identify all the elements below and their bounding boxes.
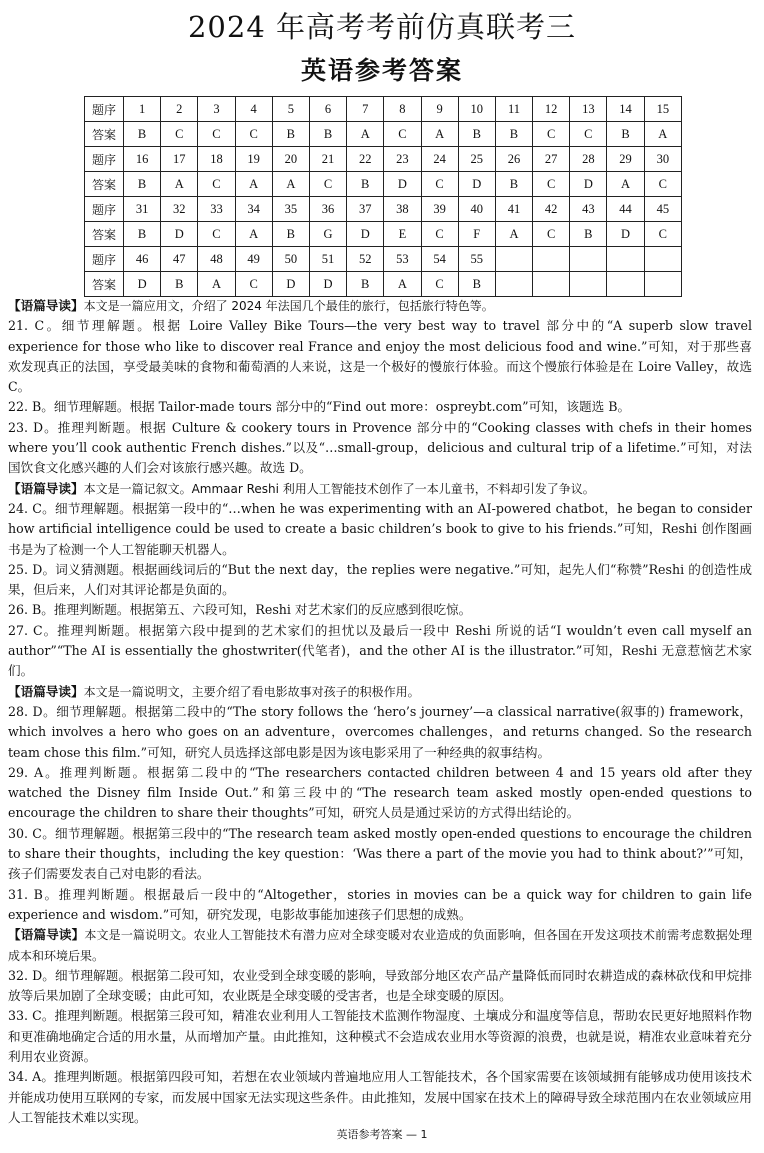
answer-explanation: 30. C。细节理解题。根据第三段中的“The research team asked mostly open-ended questions to encourage the children to share their thoughts，including the key question：‘Was there a part of the movie you had to think about?’”可知，孩子们需要发表自己对电影的看法。 [8, 825, 752, 882]
question-number-cell: 42 [533, 197, 570, 222]
passage-guide [8, 479, 752, 499]
answer-letter-cell: C [198, 172, 235, 197]
answer-explanations [8, 296, 752, 1128]
question-number-cell: 15 [644, 97, 681, 122]
answer-letter-cell: C [421, 172, 458, 197]
question-number-cell: 26 [495, 147, 532, 172]
question-number-cell [570, 247, 607, 272]
answer-explanation: 25. D。词义猜测题。根据画线词后的“But the next day，the replies were negative.”可知，起先人们“称赞”Reshi 的创造性成果，但后来，人们对其评论都是负面的。 [8, 561, 752, 598]
answer-explanation: 33. C。推理判断题。根据第三段可知，精准农业利用人工智能技术监测作物湿度、土壤成分和温度等信息，帮助农民更好地照料作物和更准确地确定合适的用水量，从而增加产量。由此推知，这种模式不会造成农业用水等资源的浪费，也就是说，精准农业意味着充分利用农业资源。 [8, 1008, 752, 1064]
question-number-cell: 28 [570, 147, 607, 172]
answer-letter-cell: C [384, 122, 421, 147]
question-number-cell: 31 [124, 197, 161, 222]
answer-letter-cell: B [607, 122, 644, 147]
passage-guide [8, 296, 752, 316]
question-number-cell: 14 [607, 97, 644, 122]
question-number-cell: 11 [495, 97, 532, 122]
answer-letter-cell [607, 272, 644, 297]
answer-explanation: 27. C。推理判断题。根据第六段中提到的艺术家们的担忧以及最后一段中 Reshi 所说的话“I wouldn’t even call myself an author”“The AI is essentially the ghostwriter(代笔者)，and the other AI is the illustrator.”可知，Reshi 无意惹恼艺术家们。 [8, 622, 752, 679]
answer-letter-cell: D [384, 172, 421, 197]
question-number-cell: 18 [198, 147, 235, 172]
answer-letter-cell: B [272, 222, 309, 247]
question-number-cell: 10 [458, 97, 495, 122]
answer-letter-cell: B [347, 172, 384, 197]
answer-letter-cell: C [235, 272, 272, 297]
answer-letter-cell: B [124, 172, 161, 197]
passage-guide-label: 【语篇导读】 [8, 480, 84, 496]
answer-letter-cell [533, 272, 570, 297]
question-number-cell: 55 [458, 247, 495, 272]
answer-letter-cell: C [644, 222, 681, 247]
answer-letter-cell: D [570, 172, 607, 197]
answer-letter-cell: A [161, 172, 198, 197]
answer-letter-cell: B [309, 122, 346, 147]
question-number-cell: 4 [235, 97, 272, 122]
answer-letter-cell: C [533, 122, 570, 147]
answer-letter-cell: C [421, 222, 458, 247]
answer-letter-cell: A [198, 272, 235, 297]
question-number-row [85, 247, 682, 272]
answer-letter-cell: E [384, 222, 421, 247]
question-number-cell: 35 [272, 197, 309, 222]
answer-letter-cell: C [421, 272, 458, 297]
row-label-answer: 答案 [85, 122, 124, 147]
answer-letter-cell: B [161, 272, 198, 297]
question-number-cell: 44 [607, 197, 644, 222]
answer-explanation: 22. B。细节理解题。根据 Tailor-made tours 部分中的“Find out more：ospreybt.com”可知，该题选 B。 [8, 399, 631, 415]
answer-letter-cell: C [198, 222, 235, 247]
question-number-cell: 16 [124, 147, 161, 172]
page-footer: 英语参考答案 — 1 [336, 1128, 428, 1141]
answer-letter-cell: A [235, 222, 272, 247]
row-label-question: 题序 [85, 97, 124, 122]
question-number-cell: 32 [161, 197, 198, 222]
passage-guide-label: 【语篇导读】 [8, 683, 84, 699]
answer-letter-cell: A [384, 272, 421, 297]
question-number-row [85, 197, 682, 222]
question-number-cell: 8 [384, 97, 421, 122]
answer-letter-cell: B [495, 122, 532, 147]
answer-letter-cell: D [347, 222, 384, 247]
answer-letter-cell: D [309, 272, 346, 297]
question-number-cell: 12 [533, 97, 570, 122]
question-number-cell: 41 [495, 197, 532, 222]
answer-letter-cell: B [124, 122, 161, 147]
page-title: 2024 年高考考前仿真联考三 [187, 10, 577, 44]
answer-letter-cell: B [347, 272, 384, 297]
question-number-cell: 53 [384, 247, 421, 272]
answer-letter-cell: F [458, 222, 495, 247]
answer-letter-cell: C [533, 172, 570, 197]
answer-letter-cell: B [495, 172, 532, 197]
answer-explanation: 26. B。推理判断题。根据第五、六段可知，Reshi 对艺术家们的反应感到很吃惊。 [8, 602, 472, 618]
answer-row [85, 172, 682, 197]
answer-letter-cell: A [347, 122, 384, 147]
row-label-question: 题序 [85, 197, 124, 222]
row-label-answer: 答案 [85, 172, 124, 197]
question-number-cell: 54 [421, 247, 458, 272]
answer-letter-cell: D [161, 222, 198, 247]
answer-letter-cell: A [235, 172, 272, 197]
answer-letter-cell: A [607, 172, 644, 197]
question-number-cell: 21 [309, 147, 346, 172]
answer-letter-cell: G [309, 222, 346, 247]
question-number-cell: 7 [347, 97, 384, 122]
passage-guide-text: 本文是一篇应用文，介绍了 2024 年法国几个最佳的旅行，包括旅行特色等。 [83, 299, 494, 313]
answer-letter-cell: B [458, 122, 495, 147]
question-number-cell: 22 [347, 147, 384, 172]
question-number-cell: 46 [124, 247, 161, 272]
question-number-cell [495, 247, 532, 272]
answer-explanation: 31. B。推理判断题。根据最后一段中的“Altogether，stories in movies can be a quick way for children to gain life experience and wisdom.”可知，研究发现，电影故事能加速孩子们思想的成熟。 [8, 886, 752, 922]
question-number-cell: 27 [533, 147, 570, 172]
question-number-cell: 25 [458, 147, 495, 172]
question-number-cell: 1 [124, 97, 161, 122]
answer-letter-cell: D [458, 172, 495, 197]
answer-letter-cell: A [495, 222, 532, 247]
answer-letter-cell [570, 272, 607, 297]
answer-explanation: 34. A。推理判断题。根据第四段可知，若想在农业领域内普遍地应用人工智能技术，各个国家需要在该领域拥有能够成功使用该技术并能成功使用互联网的专家，而发展中国家无法实现这些条件。由此推知，发展中国家在技术上的障碍导致全球范围内在农业领域应用人工智能技术难以实现。 [8, 1069, 752, 1125]
answer-row [85, 272, 682, 297]
passage-guide-label: 【语篇导读】 [8, 927, 85, 943]
answer-row [85, 222, 682, 247]
page-subtitle: 英语参考答案 [300, 56, 463, 85]
answer-table [84, 96, 682, 297]
answer-letter-cell: C [309, 172, 346, 197]
answer-letter-cell: B [124, 222, 161, 247]
question-number-row [85, 97, 682, 122]
answer-letter-cell: C [570, 122, 607, 147]
answer-letter-cell: B [570, 222, 607, 247]
question-number-cell: 20 [272, 147, 309, 172]
answer-row [85, 122, 682, 147]
question-number-cell: 5 [272, 97, 309, 122]
passage-guide-text: 本文是一篇说明文。农业人工智能技术有潜力应对全球变暖对农业造成的负面影响，但各国在开发这项技术前需考虑数据处理成本和环境后果。 [8, 928, 752, 963]
question-number-cell: 3 [198, 97, 235, 122]
question-number-cell: 13 [570, 97, 607, 122]
question-number-cell: 52 [347, 247, 384, 272]
question-number-cell: 38 [384, 197, 421, 222]
answer-explanation: 28. D。细节理解题。根据第二段中的“The story follows the ‘hero’s journey’—a classical narrative(叙事的) framework，which involves a hero who goes on an adventure，overcomes challenges，and returns changed. So the research team chose this film.”可知，研究人员选择这部电影是因为该电影采用了一种经典的叙事结构。 [8, 703, 752, 760]
question-number-cell: 19 [235, 147, 272, 172]
passage-guide-label: 【语篇导读】 [8, 298, 84, 313]
answer-letter-cell: D [124, 272, 161, 297]
question-number-cell: 40 [458, 197, 495, 222]
question-number-cell: 29 [607, 147, 644, 172]
question-number-cell: 48 [198, 247, 235, 272]
question-number-cell: 51 [309, 247, 346, 272]
question-number-cell: 6 [309, 97, 346, 122]
question-number-cell [644, 247, 681, 272]
question-number-cell: 23 [384, 147, 421, 172]
answer-letter-cell: C [533, 222, 570, 247]
passage-guide-text: 本文是一篇记叙文。Ammaar Reshi 利用人工智能技术创作了一本儿童书，不料却引发了争议。 [83, 481, 595, 496]
question-number-cell [533, 247, 570, 272]
question-number-cell: 43 [570, 197, 607, 222]
row-label-answer: 答案 [85, 272, 124, 297]
question-number-cell: 36 [309, 197, 346, 222]
passage-guide-text: 本文是一篇说明文，主要介绍了看电影故事对孩子的积极作用。 [83, 684, 420, 699]
question-number-row [85, 147, 682, 172]
question-number-cell: 30 [644, 147, 681, 172]
passage-guide [8, 925, 752, 966]
answer-explanation: 21. C。细节理解题。根据 Loire Valley Bike Tours—the very best way to travel 部分中的“A superb slow travel experience for those who like to discover real France and enjoy the most delicious food and wine.”可知，对于那些喜欢发现真正的法国，享受最美味的食物和葡萄酒的人来说，这是一个极好的慢旅行体验。而这个慢旅行体验是在 Loire Valley，故选 C。 [8, 318, 752, 395]
row-label-question: 题序 [85, 247, 124, 272]
answer-letter-cell: D [272, 272, 309, 297]
answer-letter-cell: C [644, 172, 681, 197]
question-number-cell: 37 [347, 197, 384, 222]
answer-letter-cell: C [198, 122, 235, 147]
question-number-cell: 24 [421, 147, 458, 172]
answer-letter-cell: A [272, 172, 309, 197]
question-number-cell [607, 247, 644, 272]
question-number-cell: 17 [161, 147, 198, 172]
answer-letter-cell [495, 272, 532, 297]
answer-letter-cell: D [607, 222, 644, 247]
row-label-question: 题序 [85, 147, 124, 172]
question-number-cell: 9 [421, 97, 458, 122]
question-number-cell: 45 [644, 197, 681, 222]
question-number-cell: 47 [161, 247, 198, 272]
answer-letter-cell: B [458, 272, 495, 297]
question-number-cell: 2 [161, 97, 198, 122]
answer-explanation: 29. A。推理判断题。根据第二段中的“The researchers contacted children between 4 and 15 years old after they watched the Disney film Inside Out.”和第三段中的“The research team asked mostly open-ended questions to encourage the children to share their thoughts”可知，研究人员是通过采访的方式得出结论的。 [8, 764, 752, 821]
question-number-cell: 39 [421, 197, 458, 222]
question-number-cell: 34 [235, 197, 272, 222]
answer-letter-cell [644, 272, 681, 297]
answer-letter-cell: A [421, 122, 458, 147]
answer-explanation: 23. D。推理判断题。根据 Culture & cookery tours in Provence 部分中的“Cooking classes with chefs in their homes where you’ll cook authentic French dishes.”以及“…small-group，delicious and cultural trip of a lifetime.”可知，对法国饮食文化感兴趣的人们会对该旅行感兴趣。故选 D。 [8, 419, 752, 476]
question-number-cell: 50 [272, 247, 309, 272]
passage-guide [8, 682, 752, 702]
answer-letter-cell: B [272, 122, 309, 147]
answer-explanation: 24. C。细节理解题。根据第一段中的“…when he was experimenting with an AI-powered chatbot，he began to consider how artificial intelligence could be used to create a basic children’s book to give to his friends.”可知，Reshi 创作图画书是为了检测一个人工智能聊天机器人。 [8, 500, 752, 557]
row-label-answer: 答案 [85, 222, 124, 247]
question-number-cell: 49 [235, 247, 272, 272]
question-number-cell: 33 [198, 197, 235, 222]
answer-letter-cell: C [235, 122, 272, 147]
answer-letter-cell: A [644, 122, 681, 147]
answer-explanation: 32. D。细节理解题。根据第二段可知，农业受到全球变暖的影响，导致部分地区农产品产量降低而同时农耕造成的森林砍伐和甲烷排放等后果加剧了全球变暖；由此可知，农业既是全球变暖的受害者，也是全球变暖的原因。 [8, 967, 752, 1004]
answer-letter-cell: C [161, 122, 198, 147]
